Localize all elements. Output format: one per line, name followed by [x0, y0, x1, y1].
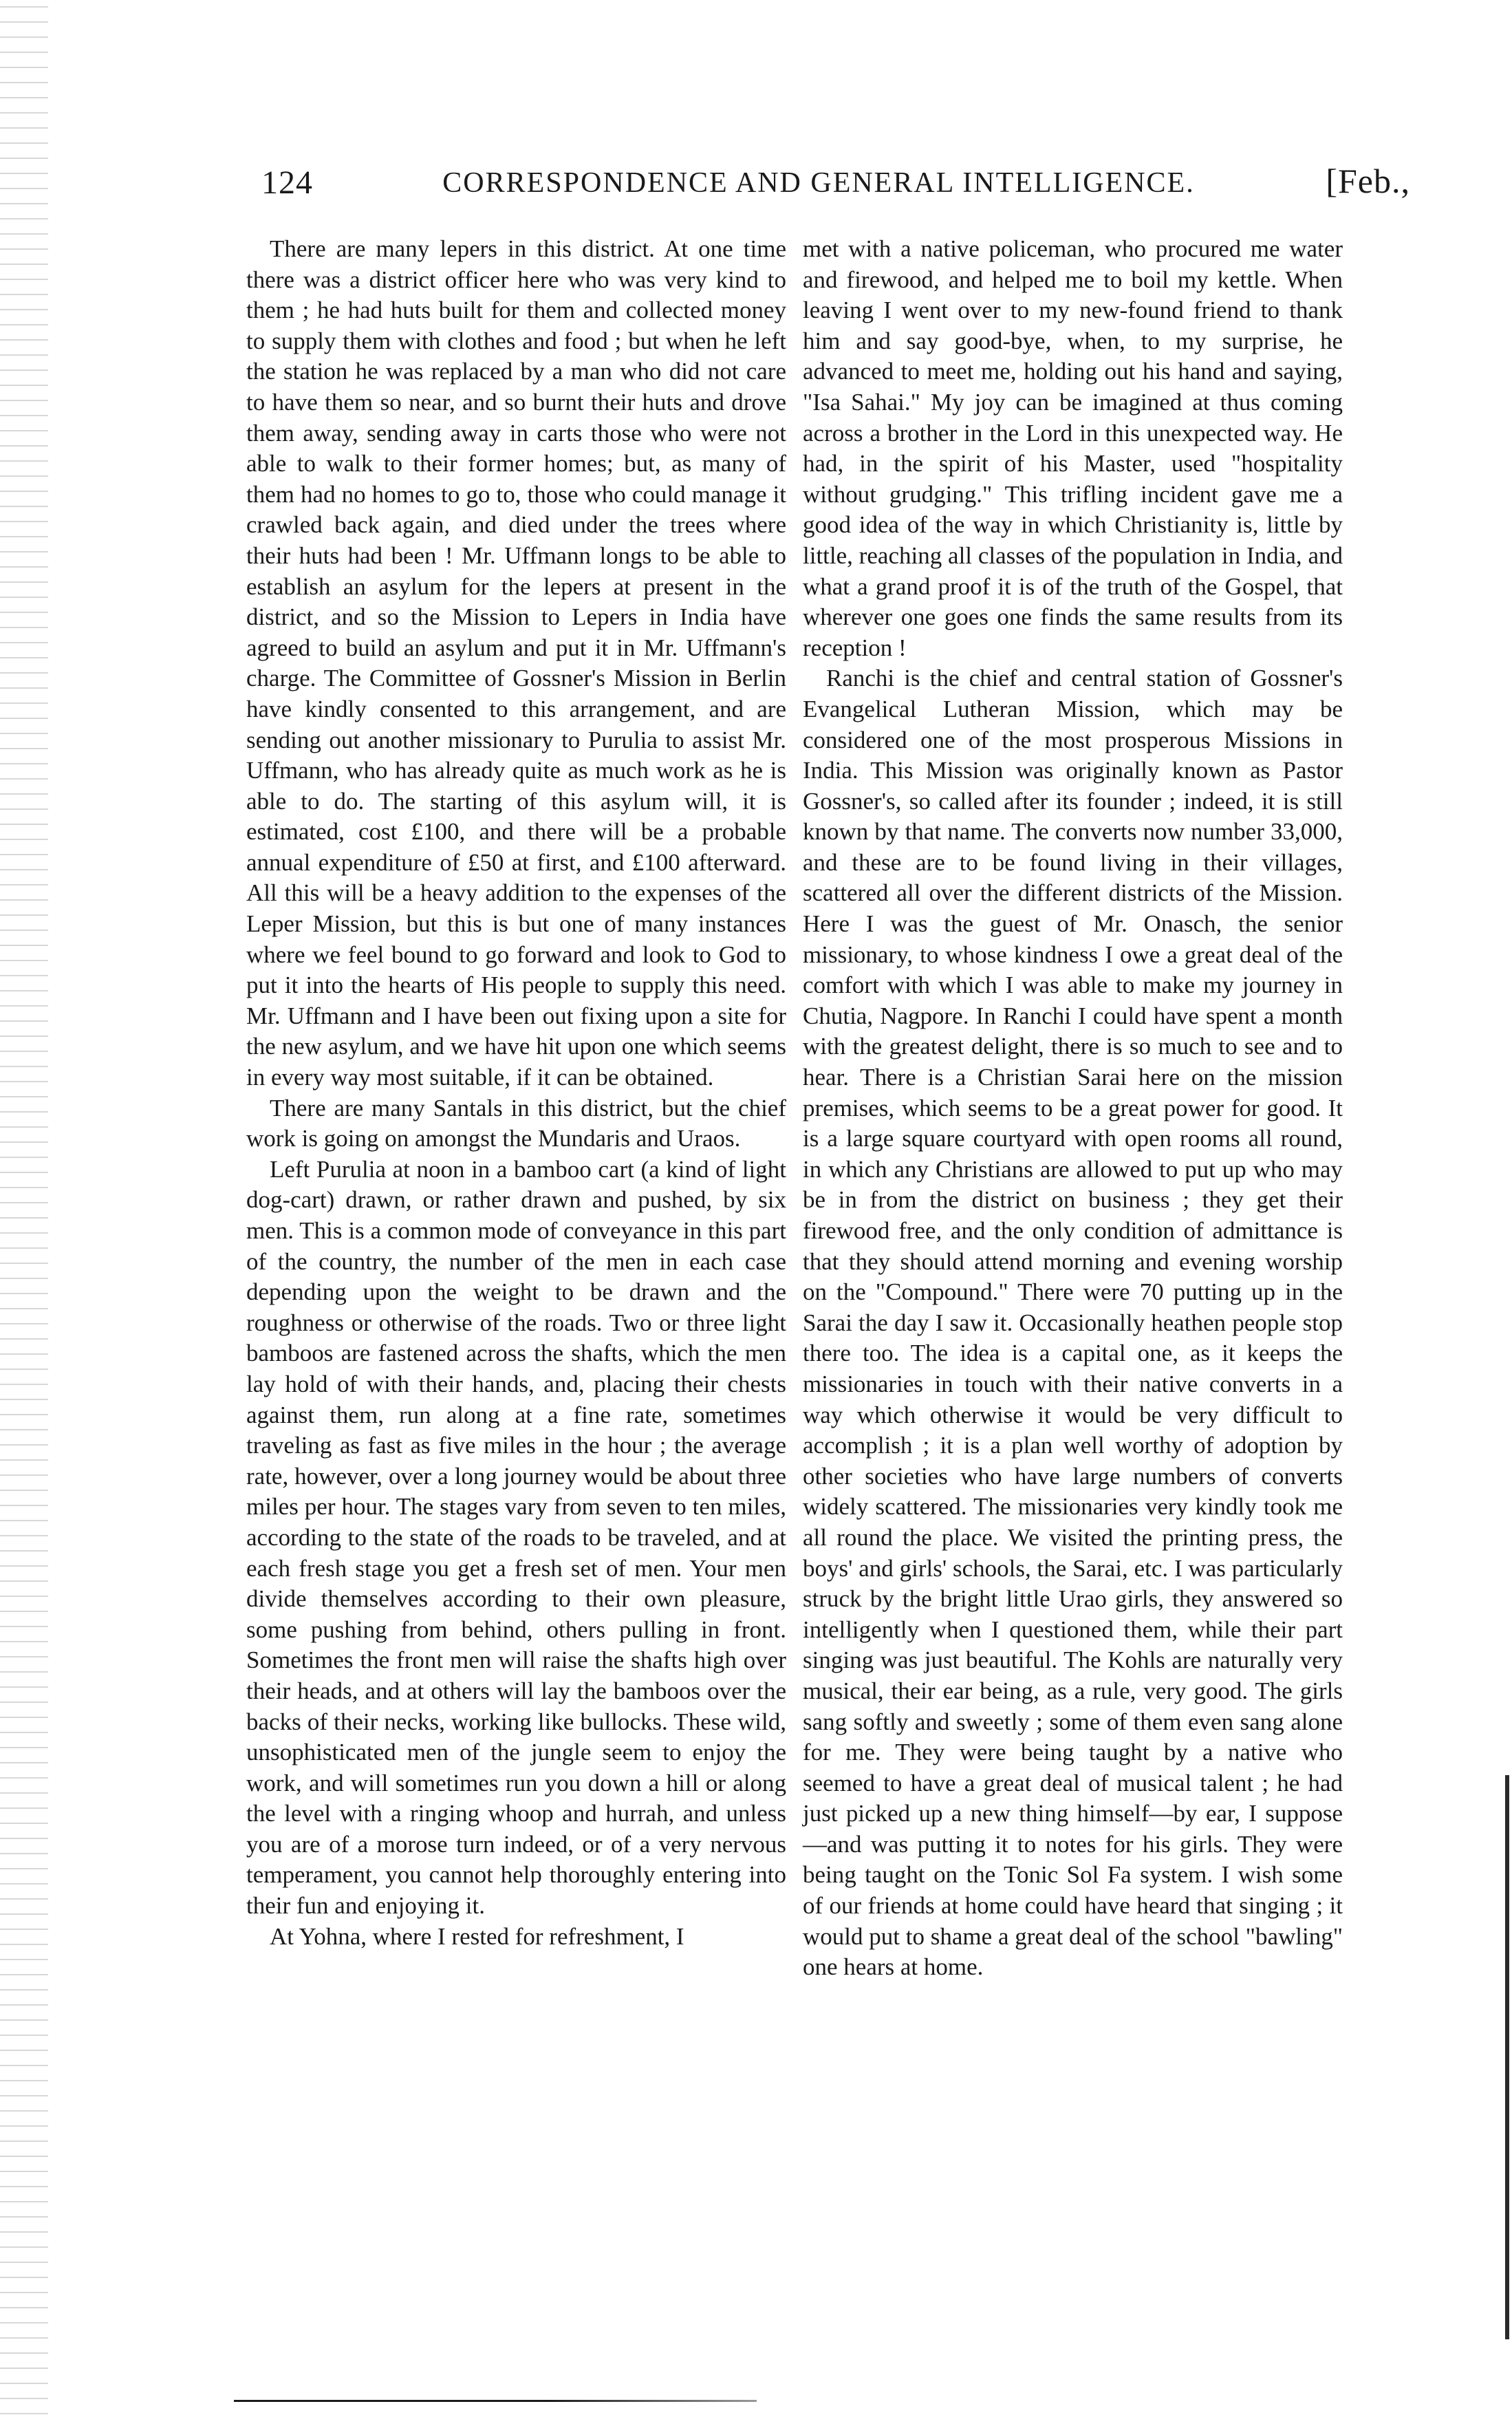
paragraph-lepers: There are many lepers in this district. At one time there was a district officer here who was very kind to them ; he had huts built for them and collected money to supply them with clothes and food ; but when he left the station he was replaced by a man who did not care to have them so near, and so burnt their huts and drove them away, sending away in carts those who were not able to walk to their former homes; but, as many of them had no homes to go to, those who could manage it crawled back again, and died under the trees where their huts had been ! Mr. Uffmann longs to be able to establish an asylum for the lepers at present in the district, and so the Mission to Lepers in India have agreed to build an asylum and put it in Mr. Uffmann's charge. The Committee of Gossner's Mission in Berlin have kindly consented to this arrangement, and are sending out another missionary to Purulia to assist Mr. Uffmann, who has already quite as much work as he is able to do. The starting of this asylum will, it is estimated, cost £100, and there will be a probable annual expenditure of £50 at first, and £100 afterward. All this will be a heavy addition to the expenses of the Leper Mission, but this is but one of many instances where we feel bound to go forward and look to God to put it into the hearts of His people to supply this need. Mr. Uffmann and I have been out fixing upon a site for the new asylum, and we have hit upon one which seems in every way most suitable, if it can be obtained.: [246, 235, 786, 1091]
paragraph-bamboo-cart: Left Purulia at noon in a bamboo cart (a kind of light dog-cart) drawn, or rather drawn and pushed, by six men. This is a common mode of conveyance in this part of the country, the number of the men in each case depending upon the weight to be drawn and the roughness or otherwise of the roads. Two or three light bamboos are fastened across the shafts, which the men lay hold of with their hands, and, placing their chests against them, run along at a fine rate, sometimes traveling as fast as five miles in the hour ; the average rate, however, over a long journey would be about three miles per hour. The stages vary from seven to ten miles, according to the state of the roads to be traveled, and at each fresh stage you get a fresh set of men. Your men divide themselves according to their own pleasure, some pushing from behind, others pulling in front. Sometimes the front men will raise the shafts high over their heads, and at others will lay the bamboos over the backs of their necks, working like bullocks. These wild, unsophisticated men of the jungle seem to enjoy the work, and will sometimes run you down a hill or along the level with a ringing whoop and hurrah, and unless you are of a morose turn indeed, or of a very nervous temperament, you cannot help thoroughly entering into their fun and enjoying it.: [246, 1155, 786, 1920]
running-title: CORRESPONDENCE AND GENERAL INTELLIGENCE.: [442, 167, 1195, 199]
right-column: [803, 234, 1343, 2326]
header-month: [Feb.,: [1326, 162, 1410, 200]
left-column: [246, 234, 786, 2326]
paragraph-ranchi: Ranchi is the chief and central station of Gossner's Evangelical Lutheran Mission, which may be considered one of the most prosperous Missions in India. This Mission was originally known as Pastor Gossner's, so called after its founder ; indeed, it is still known by that name. The converts now number 33,000, and these are to be found living in their villages, scattered all over the different districts of the Mission. Here I was the guest of Mr. Onasch, the senior missionary, to whose kindness I owe a great deal of the comfort with which I was able to make my journey in Chutia, Nagpore. In Ranchi I could have spent a month with the greatest delight, there is so much to see and to hear. There is a Christian Sarai here on the mission premises, which seems to be a great power for good. It is a large square courtyard with open rooms all round, in which any Christians are allowed to put up who may be in from the district on business ; they get their firewood free, and the only condition of admittance is that they should attend morning and evening worship on the "Compound." There were 70 putting up in the Sarai the day I saw it. Occasionally heathen people stop there too. The idea is a capital one, as it keeps the missionaries in touch with their native converts in a way which otherwise it would be very difficult to accomplish ; it is a plan well worthy of adoption by other societies who have large numbers of converts widely scattered. The missionaries very kindly took me all round the place. We visited the printing press, the boys' and girls' schools, the Sarai, etc. I was particularly struck by the bright little Urao girls, they answered so intelligently when I questioned them, while their part singing was just beautiful. The Kohls are naturally very musical, their ear being, as a rule, very good. The girls sang softly and sweetly ; some of them even sang alone for me. They were being taught by a native who seemed to have a great deal of musical talent ; he had just picked up a new thing himself—by ear, I suppose—and was putting it to notes for his girls. They were being taught on the Tonic Sol Fa system. I wish some of our friends at home could have heard that singing ; it would put to shame a great deal of the school "bawling" one hears at home.: [803, 665, 1343, 1981]
footer-rule: [234, 2400, 757, 2402]
paragraph-santals: There are many Santals in this district, but the chief work is going on amongst the Mundaris and Uraos.: [246, 1094, 786, 1152]
running-header: [227, 157, 1410, 208]
paragraph-policeman: met with a native policeman, who procured me water and firewood, and helped me to boil my kettle. When leaving I went over to my new-found friend to thank him and say good-bye, when, to my surprise, he advanced to meet me, holding out his hand and saying, "Isa Sahai." My joy can be imagined at thus coming across a brother in the Lord in this unexpected way. He had, in the spirit of his Master, used "hospitality without grudging." This trifling incident gave me a good idea of the way in which Christianity is, little by little, reaching all classes of the population in India, and what a grand proof it is of the truth of the Gospel, that wherever one goes one finds the same results from its reception !: [803, 235, 1343, 661]
binding-edge-shadow: [0, 0, 48, 2415]
page-edge-shadow: [1505, 1775, 1509, 2339]
paragraph-yohna: At Yohna, where I rested for refreshment, I: [270, 1922, 684, 1950]
page-number: 124: [261, 164, 313, 201]
